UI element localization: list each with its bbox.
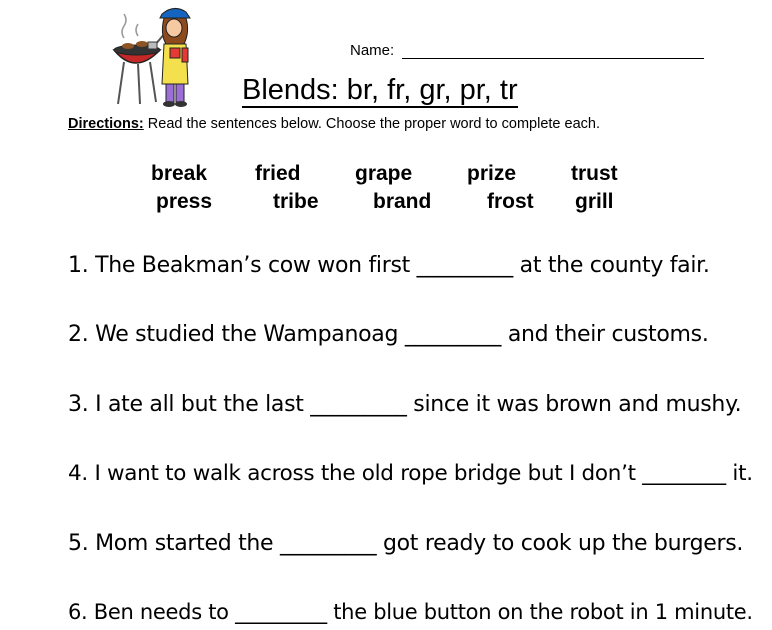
page-title <box>242 74 518 106</box>
word-bank-item: fried <box>255 162 301 185</box>
sentence-item: 6. Ben needs to _________ the blue button on the robot in 1 minute. <box>68 600 753 624</box>
word-bank-item: tribe <box>273 190 319 213</box>
word-bank-item: press <box>156 190 213 213</box>
name-label: Name: <box>350 42 395 59</box>
directions-label: Directions: <box>68 116 144 132</box>
sentence-item: 1. The Beakman’s cow won first _________ at the county fair. <box>68 253 710 278</box>
sentence-item: 5. Mom started the _________ got ready to cook up the burgers. <box>68 531 744 556</box>
word-bank-item: frost <box>487 190 534 213</box>
sentence-item: 2. We studied the Wampanoag _________ and their customs. <box>68 322 709 347</box>
name-blank-line[interactable] <box>402 43 704 59</box>
word-bank-item: brand <box>373 190 432 213</box>
name-row <box>350 42 704 59</box>
sentence-item: 3. I ate all but the last _________ since it was brown and mushy. <box>68 392 742 417</box>
word-bank-item: prize <box>467 162 517 185</box>
word-bank-item: break <box>151 162 208 185</box>
word-bank-item: grill <box>575 190 614 213</box>
directions <box>68 116 600 132</box>
girl-grilling-icon <box>110 4 200 108</box>
directions-text: Read the sentences below. Choose the proper word to complete each. <box>147 116 600 132</box>
sentence-item: 4. I want to walk across the old rope bridge but I don’t ________ it. <box>68 461 753 486</box>
title-text: Blends: br, fr, gr, pr, tr <box>242 74 518 106</box>
word-bank-item: trust <box>571 162 618 185</box>
word-bank-item: grape <box>355 162 413 185</box>
